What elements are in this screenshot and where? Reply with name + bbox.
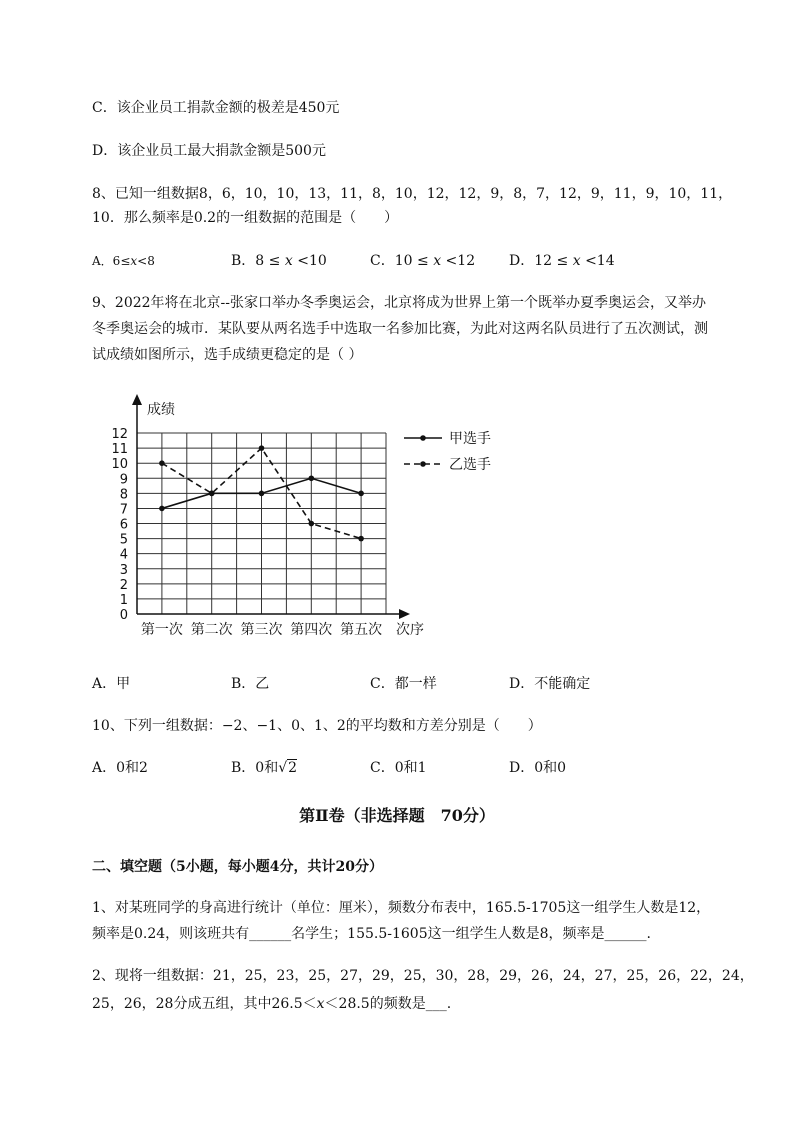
range-low: 6 xyxy=(112,254,121,268)
option-label: D． xyxy=(509,253,535,269)
variable-x: x xyxy=(572,253,581,269)
x-axis-title: 次序 xyxy=(396,622,424,638)
range-low: 10 xyxy=(394,253,413,269)
q7-option-d: D．该企业员工最大捐款金额是500元 xyxy=(92,143,326,159)
sqrt-symbol: √ xyxy=(278,760,288,776)
variable-x: x xyxy=(433,253,442,269)
range-low: 8 xyxy=(255,253,265,269)
q10-option-b xyxy=(231,758,297,778)
y-tick-label: 8 xyxy=(119,487,128,503)
y-axis-arrow xyxy=(132,394,142,405)
y-tick-label: 4 xyxy=(119,547,128,563)
fill1-line1: 1、对某班同学的身高进行统计（单位：厘米），频数分布表中，165.5-1705这一组学生人数是12， xyxy=(92,900,711,916)
range-high: 14 xyxy=(596,253,615,269)
y-tick-label: 3 xyxy=(119,562,128,578)
chart-legend xyxy=(404,431,491,473)
y-tick-label: 5 xyxy=(119,532,128,548)
y-tick-label: 2 xyxy=(119,577,128,593)
fill1-line2: 频率是0.24，则该班共有______名学生；155.5-1605这一组学生人数是8，频率是______. xyxy=(92,926,651,942)
lt-symbol: < xyxy=(445,253,458,269)
q9-stem-line1: 9、2022年将在北京--张家口举办冬季奥运会，北京将成为世界上第一个既举办夏季奥运会，又举办 xyxy=(92,295,706,311)
range-high: 10 xyxy=(308,253,327,269)
chart-axes xyxy=(111,394,424,638)
q8-stem-line1: 8、已知一组数据8，6，10，10，13，11，8，10，12，12，9，8，7，12，9，11，9，10，11， xyxy=(92,186,733,202)
legend-label: 乙选手 xyxy=(449,457,491,473)
range-high: 12 xyxy=(457,253,476,269)
x-category-label: 第四次 xyxy=(290,622,333,638)
option-label: C． xyxy=(370,253,395,269)
q9-option-c: C．都一样 xyxy=(370,676,437,692)
y-tick-label: 7 xyxy=(119,502,128,518)
q9-option-b: B．乙 xyxy=(231,676,270,692)
chart-grid xyxy=(137,433,386,614)
y-tick-label: 10 xyxy=(111,457,128,473)
variable-x: x xyxy=(316,996,325,1012)
y-tick-label: 12 xyxy=(111,427,128,443)
q10-option-c: C．0和1 xyxy=(370,760,427,776)
y-axis-title: 成绩 xyxy=(147,402,175,418)
fill-blank-section-title: 二、填空题（5小题，每小题4分，共计20分） xyxy=(92,859,383,875)
legend-marker xyxy=(420,461,426,467)
q9-stem-line3: 试成绩如图所示，选手成绩更稳定的是（ ） xyxy=(92,347,363,363)
le-symbol: ≤ xyxy=(556,253,569,269)
q8-stem-line2: 10．那么频率是0.2的一组数据的范围是（ ） xyxy=(92,210,399,226)
le-symbol: ≤ xyxy=(268,253,281,269)
data-point xyxy=(259,445,265,451)
legend-label: 甲选手 xyxy=(449,431,491,447)
variable-x: x xyxy=(130,254,138,268)
range-low: 12 xyxy=(534,253,553,269)
lt-symbol: < xyxy=(297,253,309,269)
fill2-line2 xyxy=(92,994,451,1014)
lt-symbol: < xyxy=(137,254,148,268)
variable-x: x xyxy=(284,253,293,269)
y-tick-label: 9 xyxy=(119,472,128,488)
q10-option-a: A．0和2 xyxy=(92,760,148,776)
option-label: A． xyxy=(92,254,113,268)
fill2-line1: 2、现将一组数据：21，25，23，25，27，29，25，30，28，29，26，24，27，25，26，22，24， xyxy=(92,968,754,984)
radicand: 2 xyxy=(288,760,298,776)
legend-marker xyxy=(420,435,426,441)
x-category-label: 第三次 xyxy=(240,622,283,638)
le-symbol: ≤ xyxy=(417,253,429,269)
x-axis-arrow xyxy=(399,609,410,619)
fill2-line2-start: 25，26，28分成五组，其中26.5＜ xyxy=(92,996,317,1012)
y-tick-label: 11 xyxy=(111,442,128,458)
q9-option-d: D．不能确定 xyxy=(509,676,591,692)
sqrt-expression xyxy=(278,758,297,778)
option-b-label: B．0和 xyxy=(231,760,279,776)
q7-option-c: C．该企业员工捐款金额的极差是450元 xyxy=(92,100,340,116)
x-category-label: 第一次 xyxy=(140,622,183,638)
range-high: 8 xyxy=(147,254,155,268)
q10-option-d: D．0和0 xyxy=(509,760,567,776)
data-point xyxy=(159,506,165,512)
data-point xyxy=(259,491,265,497)
data-point xyxy=(358,491,364,497)
le-symbol: ≤ xyxy=(120,254,131,268)
q10-stem: 10、下列一组数据：−2、−1、0、1、2的平均数和方差分别是（ ） xyxy=(92,718,542,734)
data-point xyxy=(309,475,315,481)
part2-title: 第Ⅱ卷（非选择题 70分） xyxy=(299,806,495,825)
lt-symbol: < xyxy=(585,253,597,269)
fill2-line2-end: ＜28.5的频数是___. xyxy=(324,996,452,1012)
y-tick-label: 0 xyxy=(119,608,128,623)
x-category-label: 第二次 xyxy=(190,622,233,638)
q9-option-a: A．甲 xyxy=(92,676,131,692)
x-category-label: 第五次 xyxy=(340,622,383,638)
data-point xyxy=(309,521,315,527)
data-point xyxy=(358,536,364,542)
q9-stem-line2: 冬季奥运会的城市．某队要从两名选手中选取一名参加比赛，为此对这两名队员进行了五次测试，测 xyxy=(92,321,708,337)
option-label: B． xyxy=(231,253,256,269)
y-tick-label: 1 xyxy=(119,592,128,608)
data-point xyxy=(159,460,165,466)
y-tick-label: 6 xyxy=(119,517,128,533)
data-point xyxy=(209,491,215,497)
